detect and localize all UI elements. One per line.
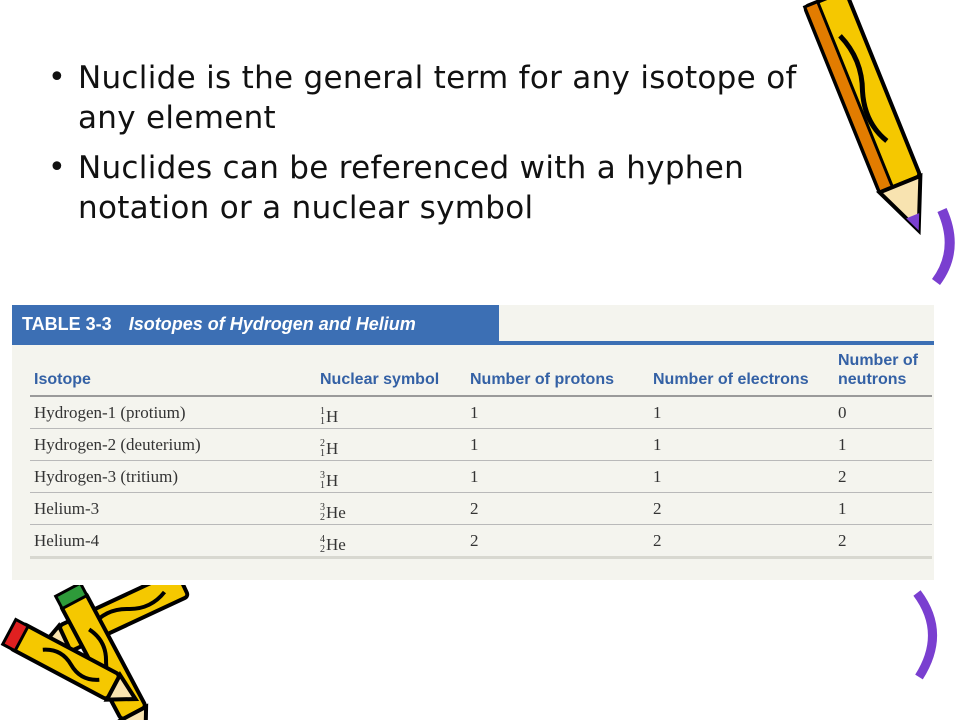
atomic-number: 1 <box>320 447 325 459</box>
cell-nuclear-symbol <box>316 396 466 429</box>
cell-neutrons: 2 <box>834 461 932 493</box>
caption-rule <box>12 341 934 345</box>
bullet-text: Nuclide is the general term for any isotope of any element <box>78 60 797 136</box>
cell-electrons: 2 <box>649 525 834 558</box>
atomic-number: 2 <box>320 543 325 555</box>
mass-number: 3 <box>320 469 325 481</box>
table-title: Isotopes of Hydrogen and Helium <box>128 314 416 334</box>
pencils-clipart-bottom-left-icon <box>0 585 200 720</box>
table-row <box>30 396 932 429</box>
bullet-item: • Nuclides can be referenced with a hyphen notation or a nuclear symbol <box>48 150 745 226</box>
header-isotope: Isotope <box>30 349 316 396</box>
cell-nuclear-symbol <box>316 429 466 461</box>
table-caption <box>12 305 499 343</box>
atomic-number: 1 <box>320 415 325 427</box>
cell-electrons: 2 <box>649 493 834 525</box>
cell-electrons: 1 <box>649 429 834 461</box>
cell-neutrons: 0 <box>834 396 932 429</box>
mass-number: 3 <box>320 501 325 513</box>
cell-isotope: Hydrogen-1 (protium) <box>30 396 316 429</box>
header-electrons: Number of electrons <box>649 349 834 396</box>
table-row <box>30 429 932 461</box>
mass-number: 4 <box>320 533 325 545</box>
header-protons: Number of protons <box>466 349 649 396</box>
cell-protons: 1 <box>466 461 649 493</box>
cell-protons: 2 <box>466 493 649 525</box>
table-row <box>30 493 932 525</box>
mass-number: 2 <box>320 437 325 449</box>
element-symbol: H <box>326 438 339 458</box>
cell-neutrons: 1 <box>834 493 932 525</box>
element-symbol: H <box>326 470 339 490</box>
atomic-number: 2 <box>320 511 325 523</box>
cell-electrons: 1 <box>649 461 834 493</box>
cell-protons: 1 <box>466 429 649 461</box>
cell-isotope: Hydrogen-2 (deuterium) <box>30 429 316 461</box>
cell-nuclear-symbol <box>316 525 466 558</box>
cell-nuclear-symbol <box>316 461 466 493</box>
cell-protons: 2 <box>466 525 649 558</box>
cell-neutrons: 1 <box>834 429 932 461</box>
isotope-table <box>30 349 932 559</box>
cell-electrons: 1 <box>649 396 834 429</box>
table-row <box>30 525 932 558</box>
table-number: TABLE 3-3 <box>22 314 112 334</box>
isotope-table-panel <box>12 305 934 580</box>
atomic-number: 1 <box>320 479 325 491</box>
cell-isotope: Helium-3 <box>30 493 316 525</box>
cell-nuclear-symbol <box>316 493 466 525</box>
header-neutrons: Number of neutrons <box>834 349 932 396</box>
cell-isotope: Helium-4 <box>30 525 316 558</box>
element-symbol: H <box>326 406 339 426</box>
table-row <box>30 461 932 493</box>
header-nuclear-symbol: Nuclear symbol <box>316 349 466 396</box>
table-header-row <box>30 349 932 396</box>
bullet-text: Nuclides can be referenced with a hyphen notation or a nuclear symbol <box>78 150 745 226</box>
cell-neutrons: 2 <box>834 525 932 558</box>
element-symbol: He <box>326 502 346 522</box>
pencil-clipart-right-icon <box>800 0 960 285</box>
element-symbol: He <box>326 534 346 554</box>
mass-number: 1 <box>320 405 325 417</box>
bullet-list <box>40 58 840 238</box>
bracket-accent-icon <box>905 585 955 685</box>
cell-protons: 1 <box>466 396 649 429</box>
cell-isotope: Hydrogen-3 (tritium) <box>30 461 316 493</box>
bullet-item: • Nuclide is the general term for any isotope of any element <box>48 60 797 136</box>
